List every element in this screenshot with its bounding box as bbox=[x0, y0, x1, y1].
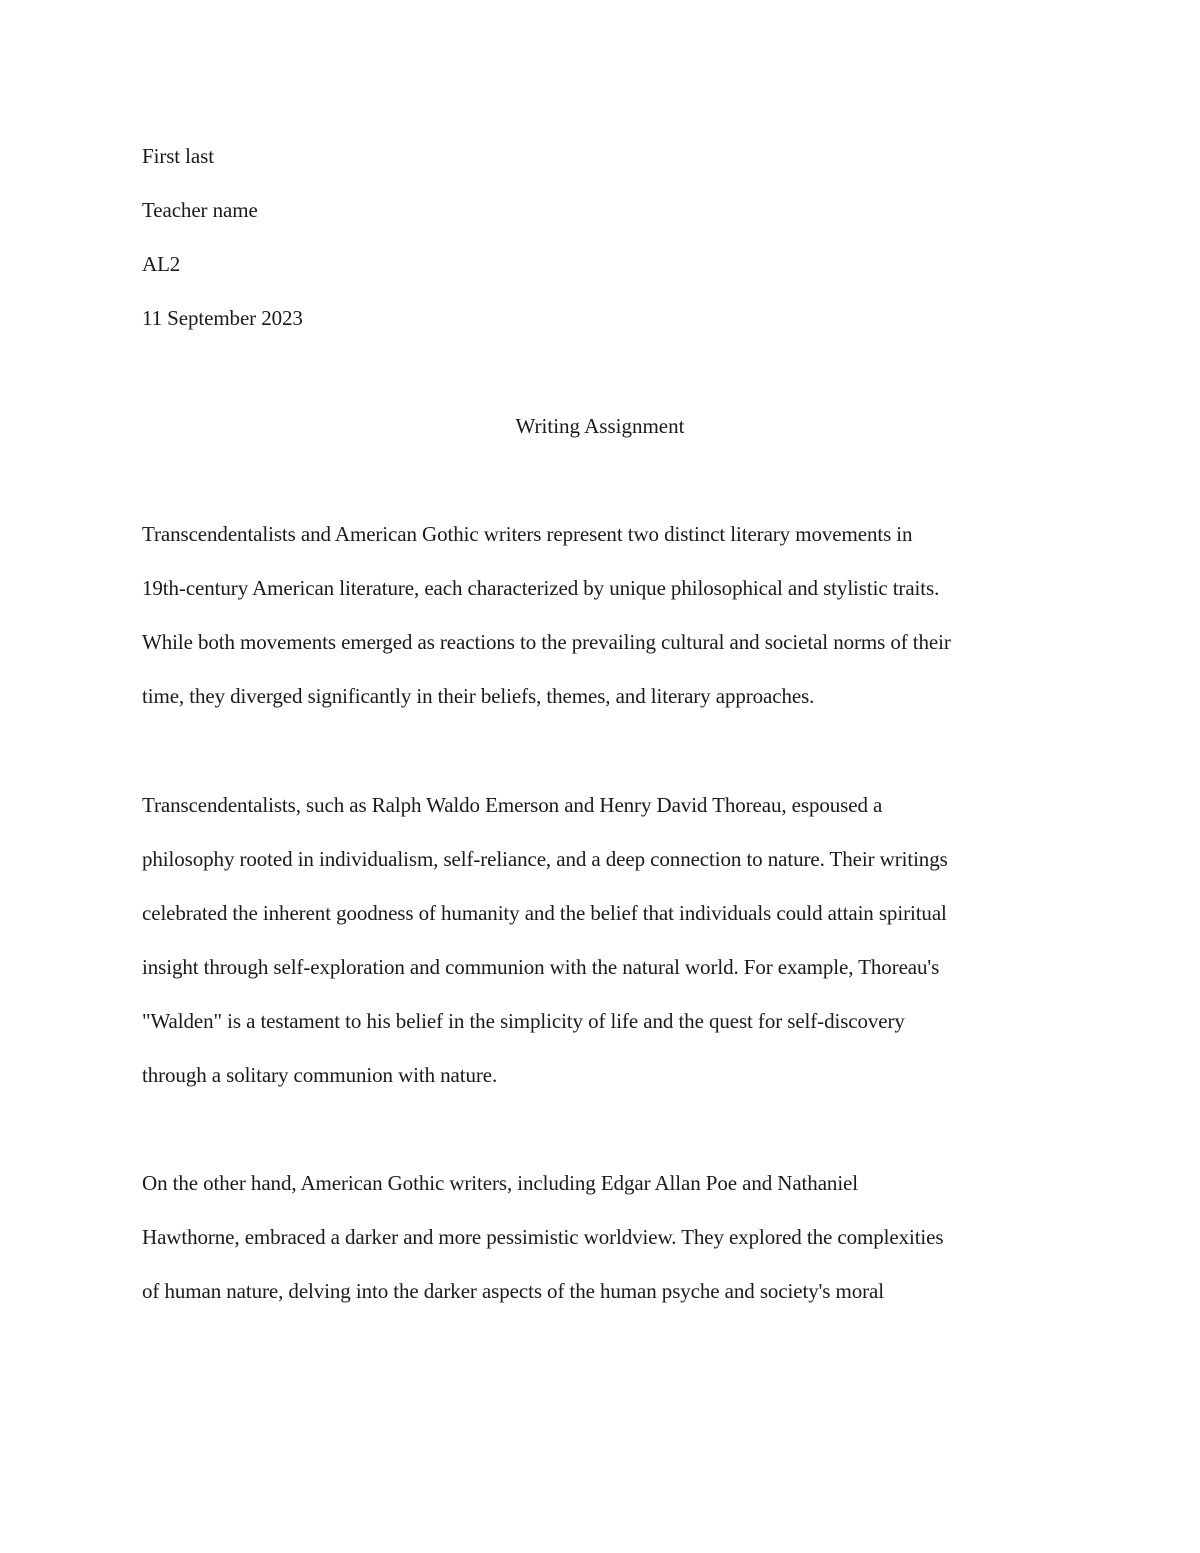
paragraph-line: of human nature, delving into the darker aspects of the human psyche and society's moral bbox=[142, 1279, 885, 1303]
date: 11 September 2023 bbox=[142, 306, 303, 330]
teacher-name: Teacher name bbox=[142, 198, 258, 222]
paragraph-line: Hawthorne, embraced a darker and more pessimistic worldview. They explored the complexities bbox=[142, 1225, 944, 1249]
paragraph-line: On the other hand, American Gothic writers, including Edgar Allan Poe and Nathaniel bbox=[142, 1171, 859, 1195]
paragraph-line: "Walden" is a testament to his belief in the simplicity of life and the quest for self-discovery bbox=[142, 1009, 905, 1033]
paragraph-line: philosophy rooted in individualism, self-reliance, and a deep connection to nature. Their writings bbox=[142, 847, 948, 871]
paragraph-line: through a solitary communion with nature. bbox=[142, 1063, 498, 1087]
paragraph-line: celebrated the inherent goodness of humanity and the belief that individuals could attain spiritual bbox=[142, 901, 947, 925]
paragraph-line: Transcendentalists and American Gothic writers represent two distinct literary movements in bbox=[142, 522, 913, 546]
paragraph-line: While both movements emerged as reactions to the prevailing cultural and societal norms of their bbox=[142, 630, 951, 654]
paragraph-line: Transcendentalists, such as Ralph Waldo Emerson and Henry David Thoreau, espoused a bbox=[142, 793, 883, 817]
paragraph-line: time, they diverged significantly in their beliefs, themes, and literary approaches. bbox=[142, 684, 815, 708]
student-name: First last bbox=[142, 144, 214, 168]
course-name: AL2 bbox=[142, 252, 181, 276]
paragraph-line: 19th-century American literature, each characterized by unique philosophical and stylistic traits. bbox=[142, 576, 940, 600]
document-title: Writing Assignment bbox=[515, 414, 685, 438]
paragraph-line: insight through self-exploration and communion with the natural world. For example, Thoreau's bbox=[142, 955, 940, 979]
